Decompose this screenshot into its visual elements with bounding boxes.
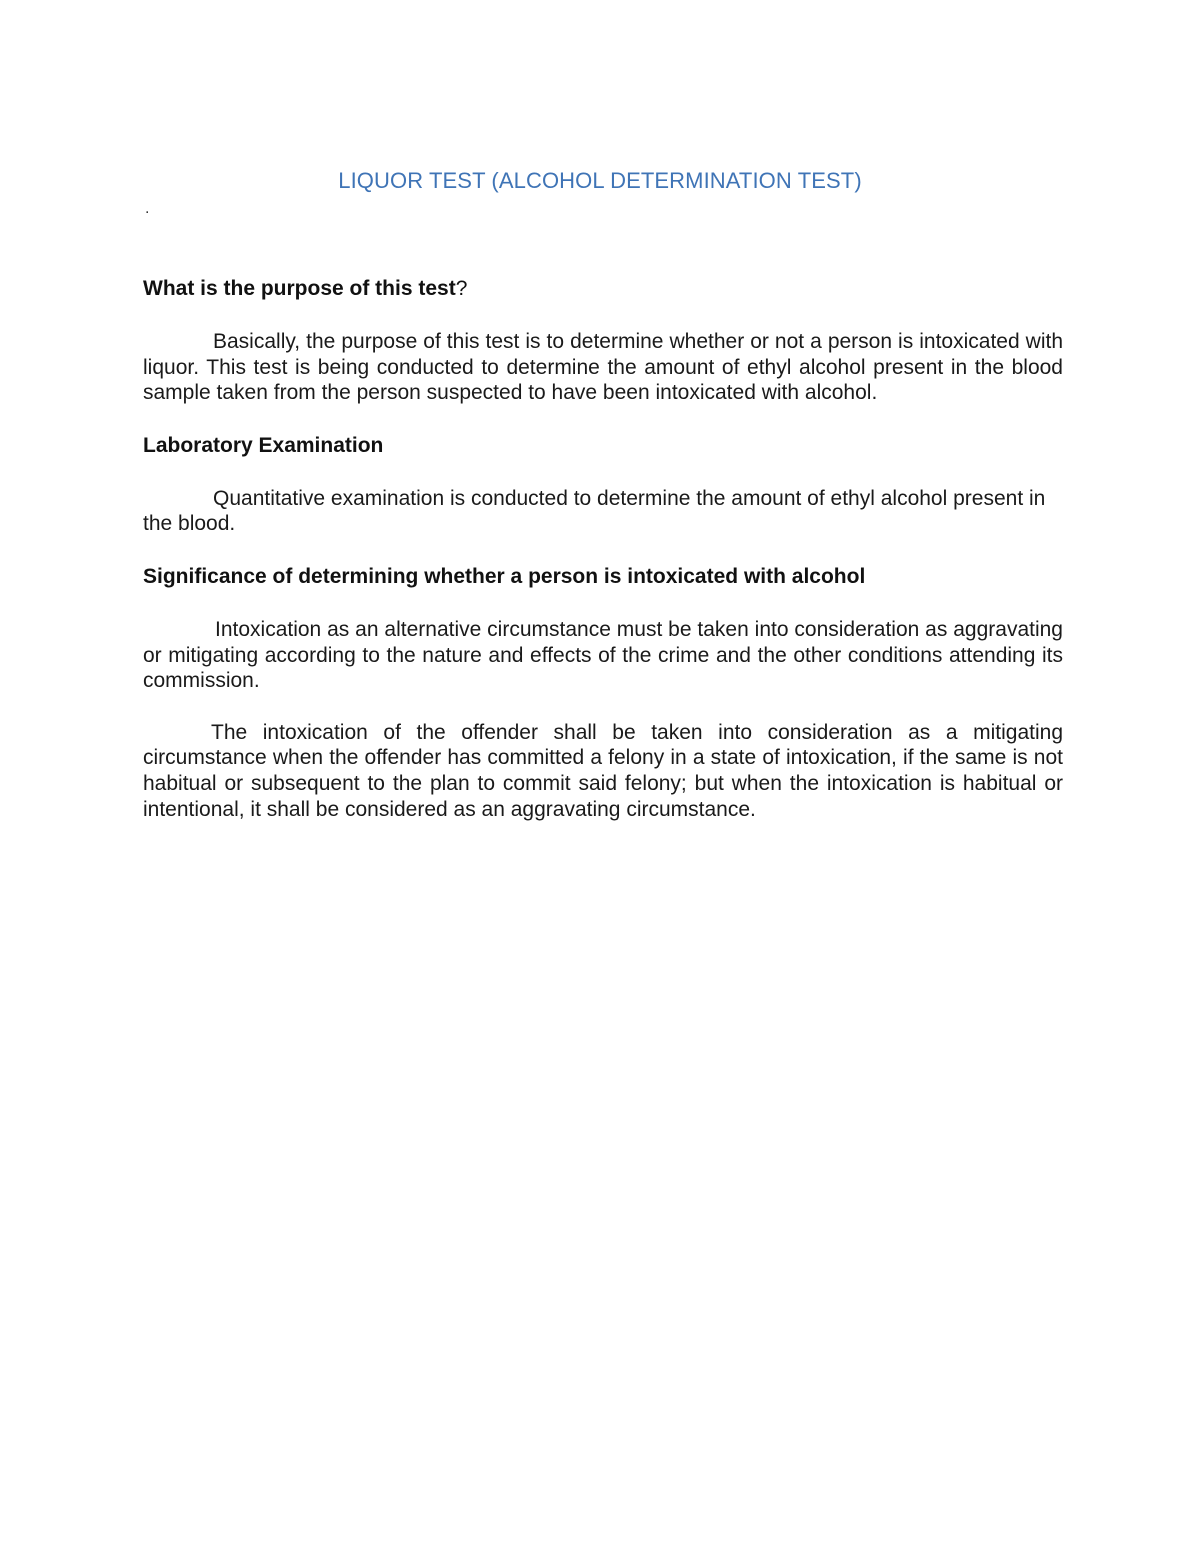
paragraph-laboratory: Quantitative examination is conducted to determine the amount of ethyl alcohol present in the blood.	[143, 486, 1046, 536]
document-title: LIQUOR TEST (ALCOHOL DETERMINATION TEST)	[338, 168, 862, 193]
paragraph-significance-2: The intoxication of the offender shall be taken into consideration as a mitigating circumstance when the offender has committed a felony in a state of intoxication, if the same is not habitual or subsequent to the plan to commit said felony; but when the intoxication is habitual or intentional, it shall be considered as an aggravating circumstance.	[143, 720, 1063, 821]
paragraph-significance-1: Intoxication as an alternative circumstance must be taken into consideration as aggravating or mitigating according to the nature and effects of the crime and the other conditions attending its commission.	[143, 617, 1063, 693]
document-body	[143, 276, 1063, 822]
purpose-heading-question-mark: ?	[455, 277, 468, 300]
purpose-heading-text: What is the purpose of this test	[143, 277, 456, 300]
section-heading-purpose	[143, 276, 1063, 302]
paragraph-purpose: Basically, the purpose of this test is to determine whether or not a person is intoxicated with liquor. This test is being conducted to determine the amount of ethyl alcohol present in the blood sample taken from the person suspected to have been intoxicated with alcohol.	[143, 330, 1063, 405]
section-heading-significance: Significance of determining whether a person is intoxicated with alcohol	[143, 564, 866, 588]
stray-dot: .	[145, 200, 150, 217]
section-heading-laboratory: Laboratory Examination	[143, 433, 384, 457]
